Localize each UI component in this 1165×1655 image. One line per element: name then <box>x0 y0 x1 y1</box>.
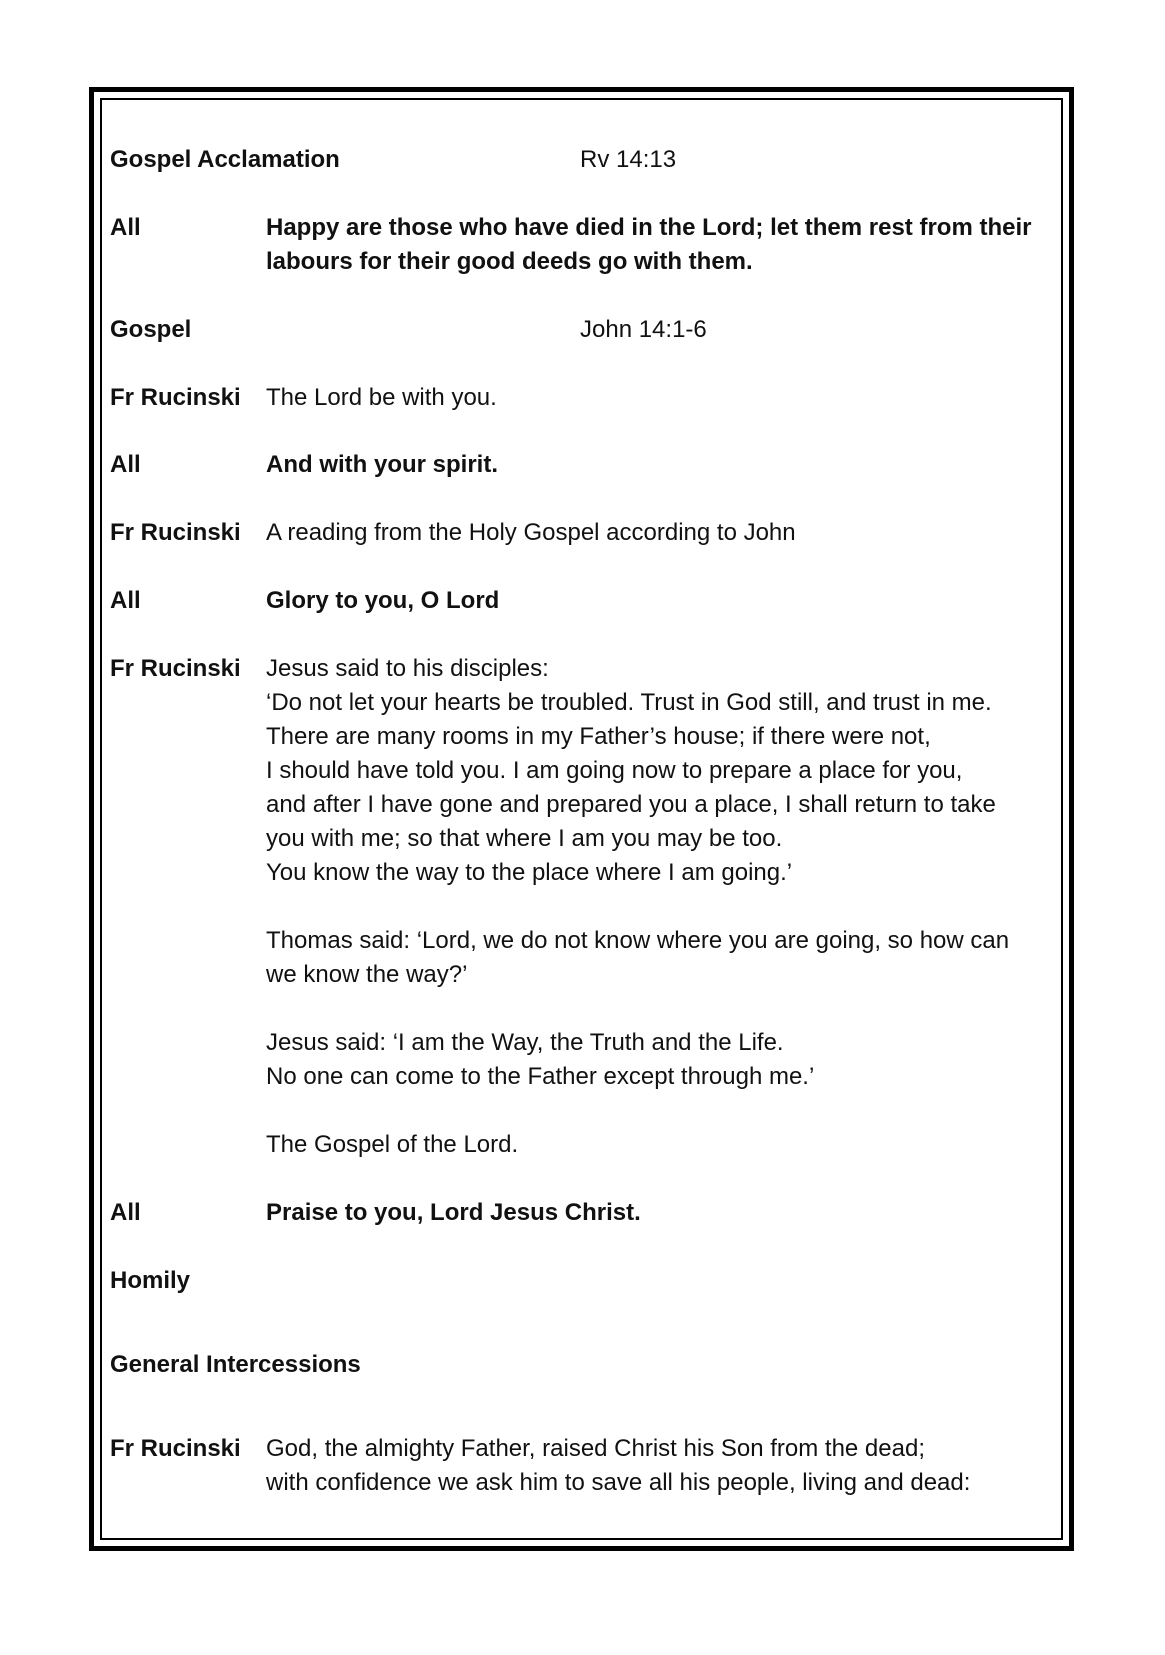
speaker-label: All <box>110 214 141 241</box>
gospel-heading: Gospel <box>110 316 192 343</box>
speaker-label: Fr Rucinski <box>110 655 241 682</box>
speaker-label: Fr Rucinski <box>110 1435 241 1462</box>
speaker-label: All <box>110 1199 141 1226</box>
speaker-label: All <box>110 451 141 478</box>
reading-line: There are many rooms in my Father’s house; if there were not, <box>266 723 931 750</box>
speaker-label: Fr Rucinski <box>110 519 241 546</box>
reading-line: I should have told you. I am going now to prepare a place for you, <box>266 757 963 784</box>
final-response-text: Praise to you, Lord Jesus Christ. <box>266 1199 641 1226</box>
reading-line: you with me; so that where I am you may be too. <box>266 825 783 852</box>
dialogue-text: Glory to you, O Lord <box>266 587 500 614</box>
reading-line: Thomas said: ‘Lord, we do not know where you are going, so how can <box>266 927 1010 954</box>
dialogue-text: And with your spirit. <box>266 451 498 478</box>
speaker-label: All <box>110 587 141 614</box>
acclamation-line-2: labours for their good deeds go with them. <box>266 248 753 275</box>
dialogue-text: A reading from the Holy Gospel according to John <box>266 519 796 546</box>
gospel-acclamation-heading: Gospel Acclamation <box>110 146 340 173</box>
reading-line: You know the way to the place where I am going.’ <box>266 859 793 886</box>
homily-heading: Homily <box>110 1267 191 1294</box>
dialogue-text: The Lord be with you. <box>266 384 497 411</box>
acclamation-line-1: Happy are those who have died in the Lord; let them rest from their <box>266 214 1032 241</box>
intercession-line-1: God, the almighty Father, raised Christ his Son from the dead; <box>266 1435 925 1462</box>
intercession-line-2: with confidence we ask him to save all his people, living and dead: <box>266 1469 971 1496</box>
reading-line: and after I have gone and prepared you a place, I shall return to take <box>266 791 996 818</box>
gospel-acclamation-ref: Rv 14:13 <box>580 146 677 173</box>
reading-line: No one can come to the Father except through me.’ <box>266 1063 815 1090</box>
speaker-label: Fr Rucinski <box>110 384 241 411</box>
intercessions-heading: General Intercessions <box>110 1351 361 1378</box>
reading-line: Jesus said: ‘I am the Way, the Truth and the Life. <box>266 1029 784 1056</box>
reading-line: ‘Do not let your hearts be troubled. Trust in God still, and trust in me. <box>266 689 992 716</box>
reading-line: we know the way?’ <box>266 961 468 988</box>
reading-closing: The Gospel of the Lord. <box>266 1131 519 1158</box>
gospel-ref: John 14:1-6 <box>580 316 707 343</box>
reading-line: Jesus said to his disciples: <box>266 655 549 682</box>
